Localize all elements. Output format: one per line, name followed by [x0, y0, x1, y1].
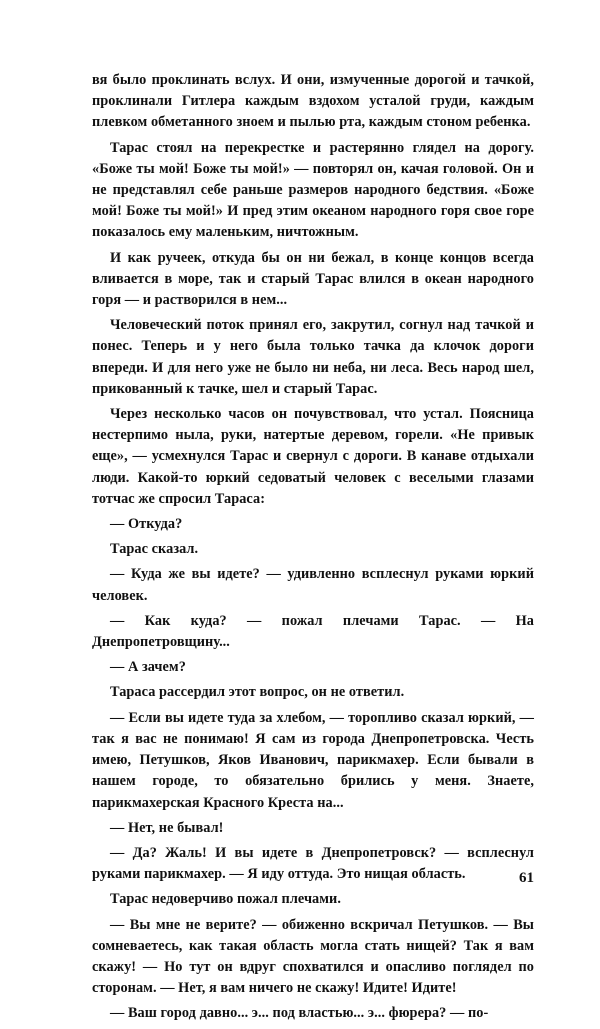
paragraph: Через несколько часов он почувствовал, что устал. Поясница нестерпимо ныла, руки, натертые деревом, горели. «Не привык еще», — усмехнулся Тарас и свернул с дороги. В канаве отдыхали люди. Какой-то юркий седоватый человек с веселыми глазами тотчас же спросил Тараса:	[92, 406, 534, 507]
dialogue-line: — Если вы идете туда за хлебом, — торопливо сказал юркий, — так я вас не понимаю! Я сам из города Днепропетровска. Честь имею, Петушков, Яков Иванович, парикмахер. Если бывали в нашем городе, то обязательно брились у меня. Знаете, парикмахерская Красного Креста на...	[92, 709, 534, 811]
paragraph: Тараса рассердил этот вопрос, он не ответил.	[110, 684, 405, 701]
dialogue-line: — А зачем?	[110, 659, 186, 676]
paragraph: Тарас стоял на перекрестке и растерянно глядел на дорогу. «Боже ты мой! Боже ты мой!» — повторял он, качая головой. Он и не представлял себе раньше размеров народного бедствия. «Боже мой! Боже ты мой!» И пред этим океаном народного горя свое горе показалось ему маленьким, ничтожным.	[92, 139, 534, 241]
paragraph: Тарас сказал.	[110, 541, 199, 558]
dialogue-line: — Ваш город давно... э... под властью... э... фюрера? — по-	[110, 1005, 489, 1022]
page-number: 61	[519, 870, 534, 886]
paragraph: И как ручеек, откуда бы он ни бежал, в конце концов всегда вливается в море, так и старый Тарас влился в океан народного горя — и растворился в нем...	[92, 249, 534, 309]
dialogue-line: — Куда же вы идете? — удивленно всплеснул руками юркий человек.	[92, 566, 534, 604]
page-text	[92, 70, 534, 1029]
paragraph: вя было проклинать вслух. И они, измученные дорогой и тачкой, проклинали Гитлера каждым вздохом усталой груди, каждым плевком обметанного зноем и пылью рта, каждым стоном ребенка.	[92, 72, 534, 131]
paragraph: Человеческий поток принял его, закрутил, согнул над тачкой и понес. Теперь и у него была только тачка да клочок дороги впереди. И для него уже не было ни неба, ни леса. Весь народ шел, прикованный к тачке, шел и старый Тарас.	[92, 317, 534, 397]
dialogue-line: — Вы мне не верите? — обиженно вскричал Петушков. — Вы сомневаетесь, как такая область могла стать нищей? Так я вам скажу! — Но тут он вдруг спохватился и опасливо поглядел по сторонам. — Нет, я вам ничего не скажу! Идите! Идите!	[92, 916, 534, 997]
dialogue-line: — Как куда? — пожал плечами Тарас. — На Днепропетровщину...	[92, 612, 534, 651]
paragraph: Тарас недоверчиво пожал плечами.	[110, 891, 341, 908]
dialogue-line: — Нет, не бывал!	[110, 819, 224, 836]
dialogue-line: — Да? Жаль! И вы идете в Днепропетровск? — всплеснул руками парикмахер. — Я иду оттуда. Это нищая область.	[92, 844, 534, 883]
dialogue-line: — Откуда?	[110, 516, 183, 533]
